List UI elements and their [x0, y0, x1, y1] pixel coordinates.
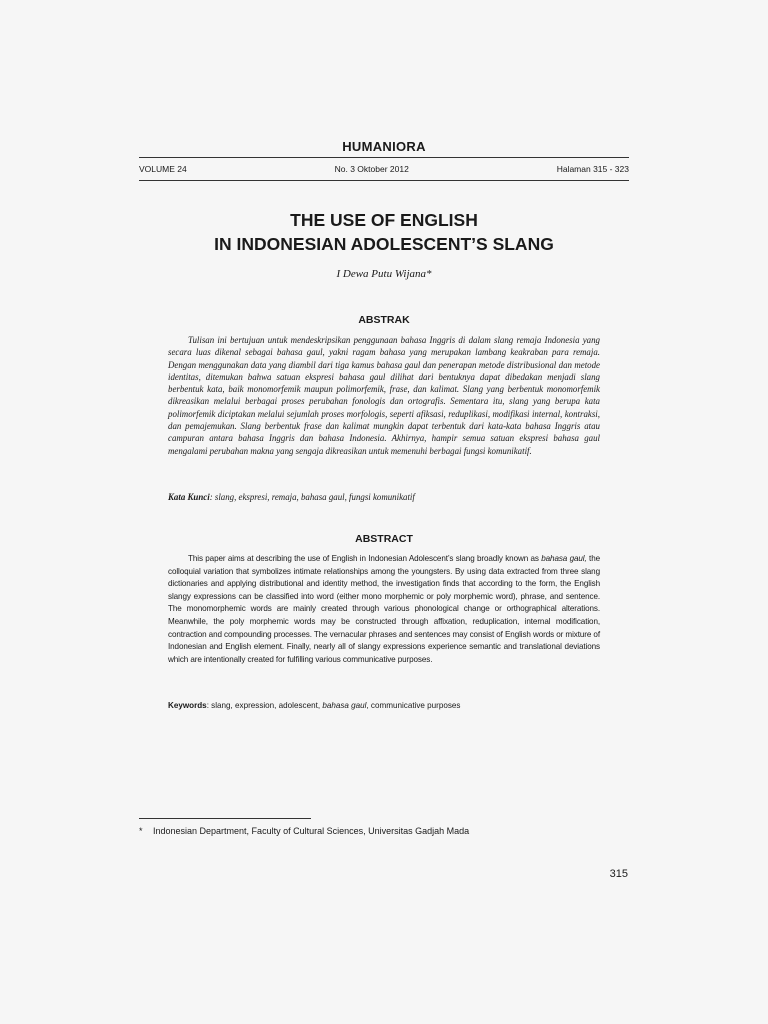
abstract-text-part-1: This paper aims at describing the use of English in Indonesian Adolescent’s slang broadly known as	[188, 554, 542, 563]
abstract-text-italic: bahasa gaul,	[541, 554, 587, 563]
abstrak-keywords	[168, 492, 600, 502]
abstrak-heading: ABSTRAK	[358, 314, 410, 326]
abstract-heading: ABSTRACT	[355, 533, 413, 545]
volume-label: VOLUME 24	[139, 164, 187, 174]
abstract-keywords-part-1: : slang, expression, adolescent,	[206, 701, 323, 710]
issue-meta-row	[139, 164, 629, 174]
article-title	[0, 208, 768, 256]
abstract-keywords-italic: bahasa gaul	[322, 701, 367, 710]
abstract-paragraph	[168, 553, 600, 666]
footnote	[139, 826, 469, 836]
header-rule	[139, 157, 629, 158]
footnote-mark: *	[139, 826, 143, 836]
footnote-rule	[139, 818, 311, 819]
meta-rule	[139, 180, 629, 181]
abstract-keywords-part-2: , communicative purposes	[366, 701, 461, 710]
footnote-text: Indonesian Department, Faculty of Cultural Sciences, Universitas Gadjah Mada	[153, 826, 470, 836]
abstract-keywords	[168, 701, 600, 710]
abstract-keywords-label: Keywords	[168, 701, 207, 710]
page-number: 315	[609, 868, 628, 880]
journal-name: HUMANIORA	[342, 139, 426, 154]
abstrak-keywords-text: : slang, ekspresi, remaja, bahasa gaul, fungsi komunikatif	[209, 492, 415, 502]
article-title-line-1: THE USE OF ENGLISH	[290, 210, 478, 230]
issue-label: No. 3 Oktober 2012	[334, 164, 409, 174]
page-range-label: Halaman 315 - 323	[556, 164, 629, 174]
abstrak-paragraph: Tulisan ini bertujuan untuk mendeskripsikan penggunaan bahasa Inggris di dalam slang remaja Indonesia yang secara luas dikenal sebagai bahasa gaul, yakni ragam bahasa yang merupakan lambang keakraban para remaja. Dengan menggunakan data yang diambil dari tiga kamus bahasa gaul dan penerapan metode distribusional dan metode identitas, ditemukan bahwa satuan ekspresi bahasa gaul dilihat dari bentuknya dapat dibedakan menjadi slang berbentuk kata, baik monomorfemik maupun polimorfemik, frase, dan kalimat. Slang yang berbentuk monomorfemik dikreasikan melalui berbagai proses perubahan fonologis dan ortografis. Sementara itu, slang yang berupa kata polimorfemik diciptakan melalui sejumlah proses morfologis, seperti afiksasi, reduplikasi, modifikasi internal, kontraksi, dan pemajemukan. Slang berbentuk frase dan kalimat mungkin dapat terbentuk dari kata-kata bahasa Inggris atau campuran antara bahasa Inggris dan bahasa Indonesia. Akhirnya, hampir semua satuan ekspresi bahasa gaul mengalami perubahan makna yang sengaja dikreasikan untuk memenuhi berbagai fungsi komunikatif.	[168, 335, 600, 456]
abstract-text-part-2: the colloquial variation that symbolizes intimate relationships among the youngsters. By using data extracted from three slang dictionaries and applying distributional and identity method, the investigation finds that according to the form, the English slangy expressions can be classified into word (either mono morphemic or poly morphemic word), phrase, and sentence. The monomorphemic words are mainly created through various phonological change or orthographical alterations. Meanwhile, the poly morphemic words may be constructed through affixation, reduplication, internal modification, contraction and compounding processes. The vernacular phrases and sentences may consist of English words or mixture of Indonesian and English element. Finally, nearly all of slangy expressions experience semantic and translational deviations which are intentionally created for fulfilling various communicative purposes.	[168, 554, 600, 664]
article-author: I Dewa Putu Wijana*	[336, 268, 432, 280]
abstrak-keywords-label: Kata Kunci	[168, 492, 210, 502]
article-title-line-2: IN INDONESIAN ADOLESCENT’S SLANG	[214, 234, 554, 254]
